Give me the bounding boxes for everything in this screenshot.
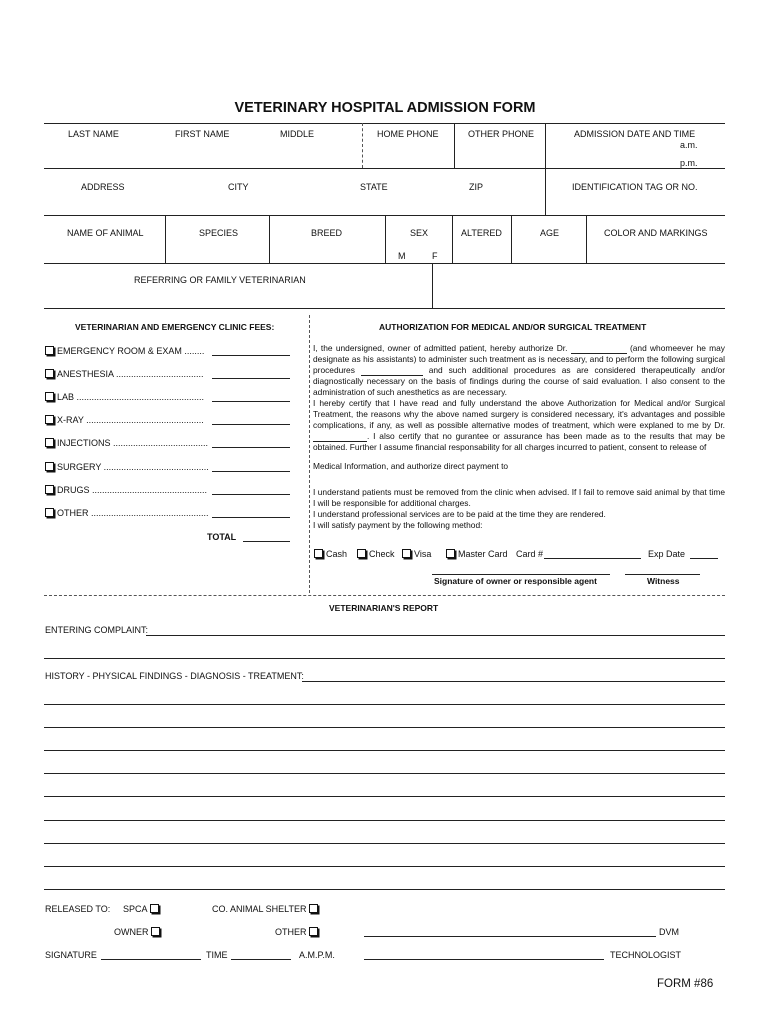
fee-amount-field[interactable] (212, 401, 290, 402)
checkbox-icon[interactable] (446, 549, 455, 558)
procedures-field[interactable] (361, 366, 423, 376)
grid-line (362, 123, 363, 168)
form-number: FORM #86 (657, 978, 714, 990)
released-to-label: RELEASED TO: (45, 904, 111, 914)
payment-mastercard[interactable]: Master Card (446, 549, 508, 560)
checkbox-icon[interactable] (357, 549, 366, 558)
total-field[interactable] (243, 541, 290, 542)
witness-label: Witness (647, 576, 680, 586)
payment-visa[interactable]: Visa (402, 549, 431, 560)
fee-item-drugs: DRUGS .............................................. (45, 485, 207, 496)
signature-field[interactable] (101, 959, 201, 960)
history-line[interactable] (44, 773, 725, 774)
grid-line (586, 215, 587, 263)
history-line[interactable] (44, 750, 725, 751)
released-owner[interactable]: OWNER (114, 927, 163, 938)
label-sex: SEX (410, 228, 429, 238)
label-id-tag: IDENTIFICATION TAG OR NO. (572, 182, 698, 192)
exp-date-label: Exp Date (648, 549, 686, 559)
label-animal-name: NAME OF ANIMAL (67, 228, 144, 238)
section-divider (44, 595, 725, 596)
label-sex-f: F (432, 251, 438, 261)
grid-line (511, 215, 512, 263)
doctor-explained-field[interactable] (313, 432, 367, 442)
report-title: VETERINARIAN'S REPORT (329, 603, 439, 613)
total-label: TOTAL (207, 532, 237, 542)
form-title: VETERINARY HOSPITAL ADMISSION FORM (234, 100, 536, 116)
grid-line (44, 168, 725, 169)
payment-cash[interactable]: Cash (314, 549, 347, 560)
label-breed: BREED (311, 228, 343, 238)
technologist-signature-field[interactable] (364, 959, 604, 960)
history-line[interactable] (44, 889, 725, 890)
grid-line (385, 215, 386, 263)
fee-item-lab: LAB ................................................... (45, 392, 204, 403)
payment-check[interactable]: Check (357, 549, 395, 560)
fee-amount-field[interactable] (212, 378, 290, 379)
label-state: STATE (360, 182, 388, 192)
grid-line (545, 123, 546, 168)
label-admission-date: ADMISSION DATE AND TIME (574, 129, 696, 139)
label-last-name: LAST NAME (68, 129, 119, 139)
history-line[interactable] (44, 866, 725, 867)
label-age: AGE (540, 228, 560, 238)
fee-item-other: OTHER ............................................... (45, 508, 209, 519)
released-spca[interactable]: SPCA (123, 904, 162, 915)
card-number-field[interactable] (544, 558, 641, 559)
signature-label: SIGNATURE (45, 950, 97, 960)
history-line[interactable] (44, 820, 725, 821)
fee-item-surgery: SURGERY .......................................... (45, 462, 209, 473)
checkbox-icon[interactable] (309, 927, 318, 936)
ampm-label: A.M.P.M. (299, 950, 335, 960)
fee-item-anesthesia: ANESTHESIA ................................... (45, 369, 204, 380)
checkbox-icon[interactable] (45, 485, 54, 494)
checkbox-icon[interactable] (45, 415, 54, 424)
label-sex-m: M (398, 251, 406, 261)
technologist-label: TECHNOLOGIST (610, 950, 682, 960)
label-home-phone: HOME PHONE (377, 129, 439, 139)
time-label: TIME (206, 950, 228, 960)
card-number-label: Card # (516, 549, 544, 559)
grid-line (454, 123, 455, 168)
label-other-phone: OTHER PHONE (468, 129, 535, 139)
owner-signature-label: Signature of owner or responsible agent (434, 576, 597, 586)
label-referring-vet: REFERRING OR FAMILY VETERINARIAN (134, 275, 306, 285)
fee-amount-field[interactable] (212, 355, 290, 356)
fee-amount-field[interactable] (212, 424, 290, 425)
grid-line (44, 263, 725, 264)
complaint-line[interactable] (146, 635, 725, 636)
checkbox-icon[interactable] (45, 346, 54, 355)
exp-date-field[interactable] (690, 558, 718, 559)
grid-line (269, 215, 270, 263)
checkbox-icon[interactable] (150, 904, 159, 913)
fee-item-xray: X-RAY ............................................... (45, 415, 204, 426)
fee-amount-field[interactable] (212, 447, 290, 448)
time-field[interactable] (231, 959, 291, 960)
authorization-paragraph-2: I hereby certify that I have read and fully understand the above Authorization for Medical and/or Surgical Treatment, the reasons why the above named surgery is considered necessary, it's advantages and possible complications, if any, as well as possible alternative modes of treatment, which were explaned to me by Dr. . I also certify that no gurantee or assurance has been made as to the results that may be obtained. Further I assume financial responsability for all charges incurred to patient, consent to release of (313, 398, 725, 452)
label-am: a.m. (680, 140, 698, 150)
fee-item-emergency: EMERGENCY ROOM & EXAM ........ (45, 346, 204, 357)
label-species: SPECIES (199, 228, 239, 238)
checkbox-icon[interactable] (45, 508, 54, 517)
doctor-name-field[interactable] (571, 344, 627, 354)
grid-line (165, 215, 166, 263)
history-line[interactable] (302, 681, 725, 682)
grid-line (545, 168, 546, 215)
history-label: HISTORY - PHYSICAL FINDINGS - DIAGNOSIS - TREATMENT: (45, 671, 304, 681)
complaint-line[interactable] (44, 658, 725, 659)
dvm-label: DVM (659, 927, 679, 937)
label-city: CITY (228, 182, 249, 192)
label-first-name: FIRST NAME (175, 129, 230, 139)
fee-amount-field[interactable] (212, 517, 290, 518)
entering-complaint-label: ENTERING COMPLAINT: (45, 625, 149, 635)
authorization-paragraph-1: I, the undersigned, owner of admitted patient, hereby authorize Dr. (and whomeever he may designate as his assistants) to administer such treatment as is necessary, and to perform the following surgical procedures and such additional procedures as are considered therapeutically and/or diagnostically necessary on the basis of findings during the course of said evaluation. I also consent to the administration of such anesthetics as are necessary. (313, 343, 725, 397)
label-zip: ZIP (469, 182, 484, 192)
fee-amount-field[interactable] (212, 471, 290, 472)
grid-line (452, 215, 453, 263)
label-color-markings: COLOR AND MARKINGS (604, 228, 708, 238)
checkbox-icon[interactable] (314, 549, 323, 558)
checkbox-icon[interactable] (402, 549, 411, 558)
fees-title: VETERINARIAN AND EMERGENCY CLINIC FEES: (75, 322, 275, 332)
grid-line (432, 263, 433, 308)
released-other[interactable]: OTHER (275, 927, 321, 938)
label-middle: MIDDLE (280, 129, 315, 139)
label-altered: ALTERED (461, 228, 502, 238)
witness-field[interactable] (625, 574, 700, 575)
authorization-paragraph-4: I understand patients must be removed from the clinic when advised. If I fail to remove said animal by that time I will be responsible for additional charges. I understand professional services are to be paid at the time they are rendered. I will satisfy payment by the following method: (313, 487, 725, 530)
history-line[interactable] (44, 704, 725, 705)
owner-signature-field[interactable] (432, 574, 610, 575)
grid-line (44, 123, 725, 124)
label-pm: p.m. (680, 158, 698, 168)
dvm-signature-field[interactable] (364, 936, 656, 937)
authorization-title: AUTHORIZATION FOR MEDICAL AND/OR SURGICAL TREATMENT (379, 322, 647, 332)
checkbox-icon[interactable] (45, 392, 54, 401)
checkbox-icon[interactable] (45, 438, 54, 447)
fee-amount-field[interactable] (212, 494, 290, 495)
released-shelter[interactable]: CO. ANIMAL SHELTER (212, 904, 321, 915)
history-line[interactable] (44, 727, 725, 728)
label-address: ADDRESS (81, 182, 125, 192)
checkbox-icon[interactable] (45, 462, 54, 471)
grid-line (44, 308, 725, 309)
authorization-paragraph-3: Medical Information, and authorize direct payment to (313, 461, 509, 471)
checkbox-icon[interactable] (309, 904, 318, 913)
history-line[interactable] (44, 796, 725, 797)
section-divider (309, 315, 310, 593)
checkbox-icon[interactable] (45, 369, 54, 378)
history-line[interactable] (44, 843, 725, 844)
fee-item-injections: INJECTIONS ...................................... (45, 438, 208, 449)
checkbox-icon[interactable] (151, 927, 160, 936)
